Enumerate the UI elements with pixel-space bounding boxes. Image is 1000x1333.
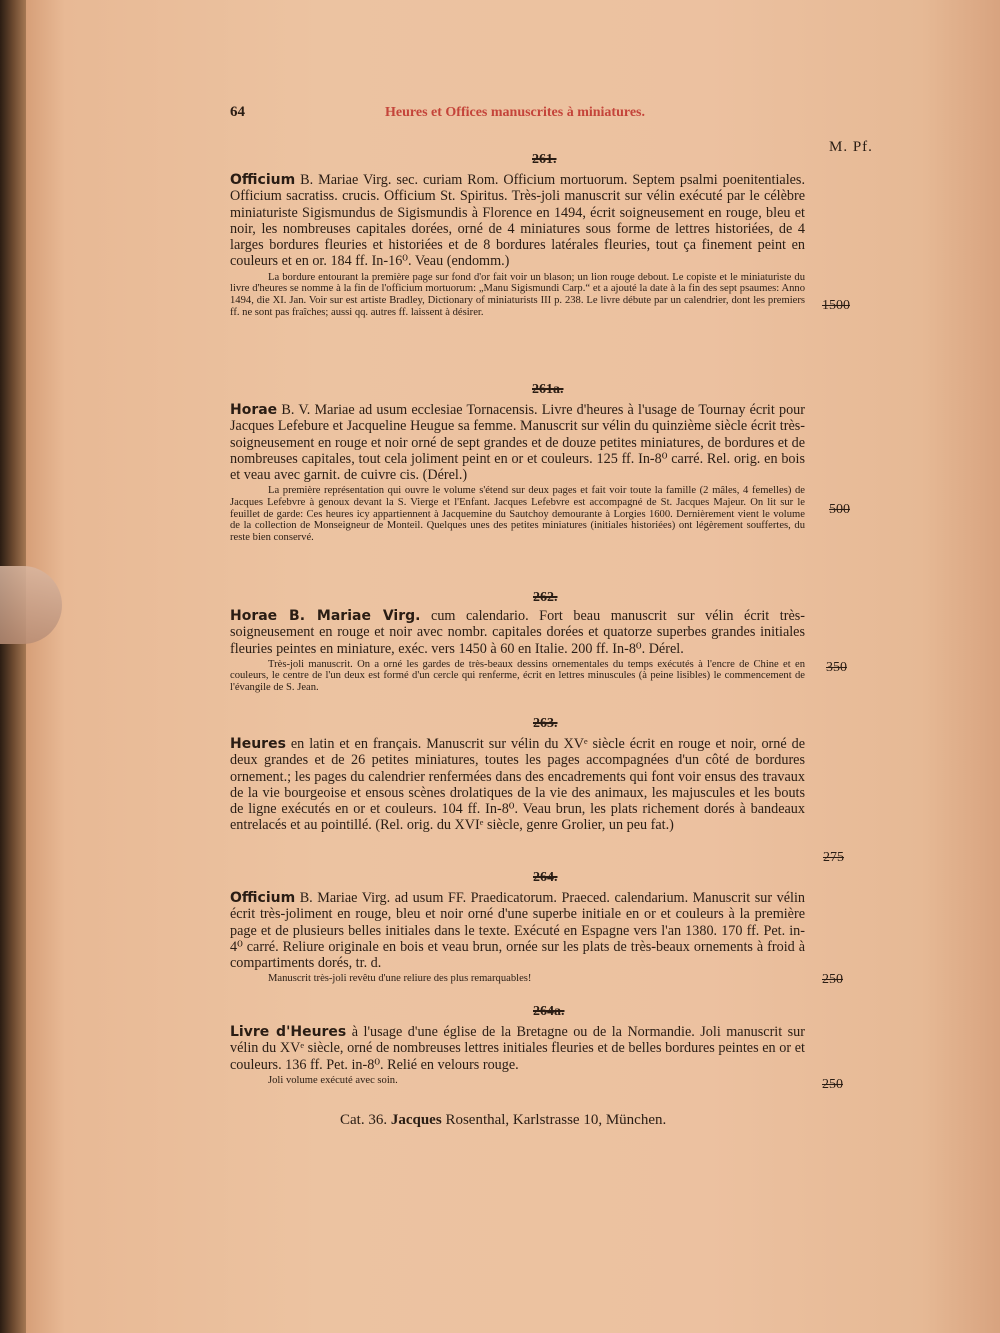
- catalog-entry: [230, 402, 805, 543]
- price-column-head: M. Pf.: [829, 139, 873, 155]
- catalog-entry: [230, 736, 805, 834]
- entry-note: La bordure entourant la première page sur fond d'or fait voir un blason; un lion rouge debout. Le copiste et le miniaturiste du livre d'heures se nomme à la fin de l'officium mortuorum: „Manu Sigismundi Carp.“ et a ajouté la date à la fin des sept psaumes: Anno 1494, die XI. Jan. Voir sur est artiste Bradley, Dictionary of miniaturists III p. 238. Le livre débute par un calendrier, dont les premiers ff. ne sont pas fraîches; aussi qq. autres ff. laissent à désirer.: [230, 271, 805, 318]
- lot-number: 264.: [533, 870, 558, 885]
- entry-text: à l'usage d'une église de la Bretagne ou de la Normandie. Joli manuscrit sur vélin du XVᵉ siècle, orné de nombreuses lettres initiales fleuries et de belles bordures peintes en or et couleurs. 136 ff. Pet. in-8⁰. Relié en velours rouge.: [230, 1024, 806, 1073]
- lot-number: 261a.: [532, 382, 564, 397]
- entry-note: Très-joli manuscrit. On a orné les gardes de très-beaux dessins ornementales du temps exécutés à l'encre de Chine et en couleurs, le centre de l'un deux est formé d'un cercle qui renferme, écrit en lettres minuscules (à peine lisibles) le commencement de l'évangile de S. Jean.: [230, 658, 805, 694]
- entry-text: cum calendario. Fort beau manuscrit sur vélin écrit très-soigneusement en rouge et noir avec nombr. capitales dorées et quatorze superbes grandes initiales fleuries peintes en miniature, exéc. vers 1450 à 60 en Italie. 200 ff. In-8⁰. Dérel.: [230, 608, 805, 657]
- entry-note: Joli volume exécuté avec soin.: [268, 1074, 398, 1086]
- entry-lead: Horae B. Mariae Virg.: [230, 608, 421, 624]
- entry-note: La première représentation qui ouvre le volume s'étend sur deux pages et fait voir toute la famille (2 mâles, 4 femelles) de Jacques Lefebvre à genoux devant la S. Vierge et l'Enfant. Jacques Lefebvre est accompagné de St. Jacques Majeur. On lit sur le feuillet de garde: Ces heures icy appartiennent à Jacquemine du Sautchoy demourante à Lorgies 1600. Dernièrement vient le volume de la collection de Monseigneur de Monteil. Quelques unes des petites miniatures (initiales historiées) ont légèrement souffertes, du reste bien conservé.: [230, 485, 805, 543]
- catalog-entry: [230, 608, 805, 694]
- catalog-entry: [230, 172, 805, 318]
- entry-lead: Officium: [230, 172, 296, 188]
- catalog-entry: [230, 890, 805, 985]
- price: 250: [822, 972, 843, 987]
- lot-number: 263.: [533, 716, 558, 731]
- price: 500: [829, 502, 850, 517]
- price: 275: [823, 850, 844, 865]
- price: 250: [822, 1077, 843, 1092]
- catalog-entry: [230, 1024, 805, 1086]
- footer-cat: Cat. 36.: [340, 1112, 388, 1128]
- running-head: Heures et Offices manuscrites à miniatures.: [385, 105, 645, 120]
- entry-text: en latin et en français. Manuscrit sur vélin du XVᵉ siècle écrit en rouge et noir, orné de deux grandes et de 26 petites miniatures, toutes les pages accompagnées d'un côté de bordures ornement.; les pages du calendrier renfermées dans des encadrements qui font voir ensus des travaux de la vie bourgeoise et ensous scènes drolatiques de la vie des animaux, les majuscules et les bouts de ligne exécutés en or et couleurs. 104 ff. In-8⁰. Veau brun, les plats richement dorés à bandeaux entrelacés et au pointillé. (Rel. orig. du XVIᵉ siècle, genre Grolier, un peu fat.): [230, 736, 806, 834]
- entry-text: B. Mariae Virg. sec. curiam Rom. Officium mortuorum. Septem psalmi poenitentiales. Officium sacratiss. crucis. Officium St. Spiritus. Très-joli manuscrit sur vélin exécuté par le célèbre miniaturiste Sigismundus de Sigismundis à Florence en 1494, écrit soigneusement en rouge, bleu et noir, les nombreuses capitales dorées, orné de 4 miniatures sous forme de lettres historiées, de 4 larges bordures fleuries et historiées et de 8 bordures latérales fleuries, tout ça finement peint en couleurs et en or. 184 ff. In-16⁰. Veau (endomm.): [230, 172, 806, 270]
- entry-lead: Heures: [230, 736, 286, 752]
- entry-note: Manuscrit très-joli revêtu d'une reliure des plus remarquables!: [268, 973, 532, 985]
- page-number: 64: [230, 104, 245, 120]
- footer-address: Rosenthal, Karlstrasse 10, München.: [445, 1112, 667, 1128]
- footer-name: Jacques: [390, 1112, 442, 1128]
- lot-number: 261.: [532, 152, 557, 167]
- price: 1500: [822, 298, 850, 313]
- entry-lead: Officium: [230, 890, 296, 906]
- lot-number: 264a.: [533, 1004, 565, 1019]
- entry-lead: Horae: [230, 402, 278, 418]
- lot-number: 262.: [533, 590, 558, 605]
- entry-lead: Livre d'Heures: [230, 1024, 347, 1040]
- entry-text: B. V. Mariae ad usum ecclesiae Tornacensis. Livre d'heures à l'usage de Tournay écrit pour Jacques Lefebure et Jacqueline Heugue sa femme. Manuscrit sur vélin du quinzième siècle écrit très-soigneusement en rouge et noir orné de sept grandes et de douze petites miniatures, de bordures et de nombreuses capitales, tout cela joliment peint en or et couleurs. 125 ff. In-8⁰ carré. Rel. orig. en bois et veau avec garnit. de cuivre cis. (Dérel.): [230, 402, 805, 484]
- catalog-footer: [340, 1112, 666, 1129]
- price: 350: [826, 660, 847, 675]
- entry-text: B. Mariae Virg. ad usum FF. Praedicatorum. Praeced. calendarium. Manuscrit sur vélin écrit très-joliment en rouge, bleu et noir orné d'une superbe initiale en or et couleurs à la première page et de plusieurs belles initiales dans le texte. Exécuté en Espagne vers l'an 1380. 170 ff. Pet. in-4⁰ carré. Reliure originale en bois et veau brun, ornée sur les plats de très-beaux ornements à froid à compartiments dorés, tr. d.: [230, 890, 805, 972]
